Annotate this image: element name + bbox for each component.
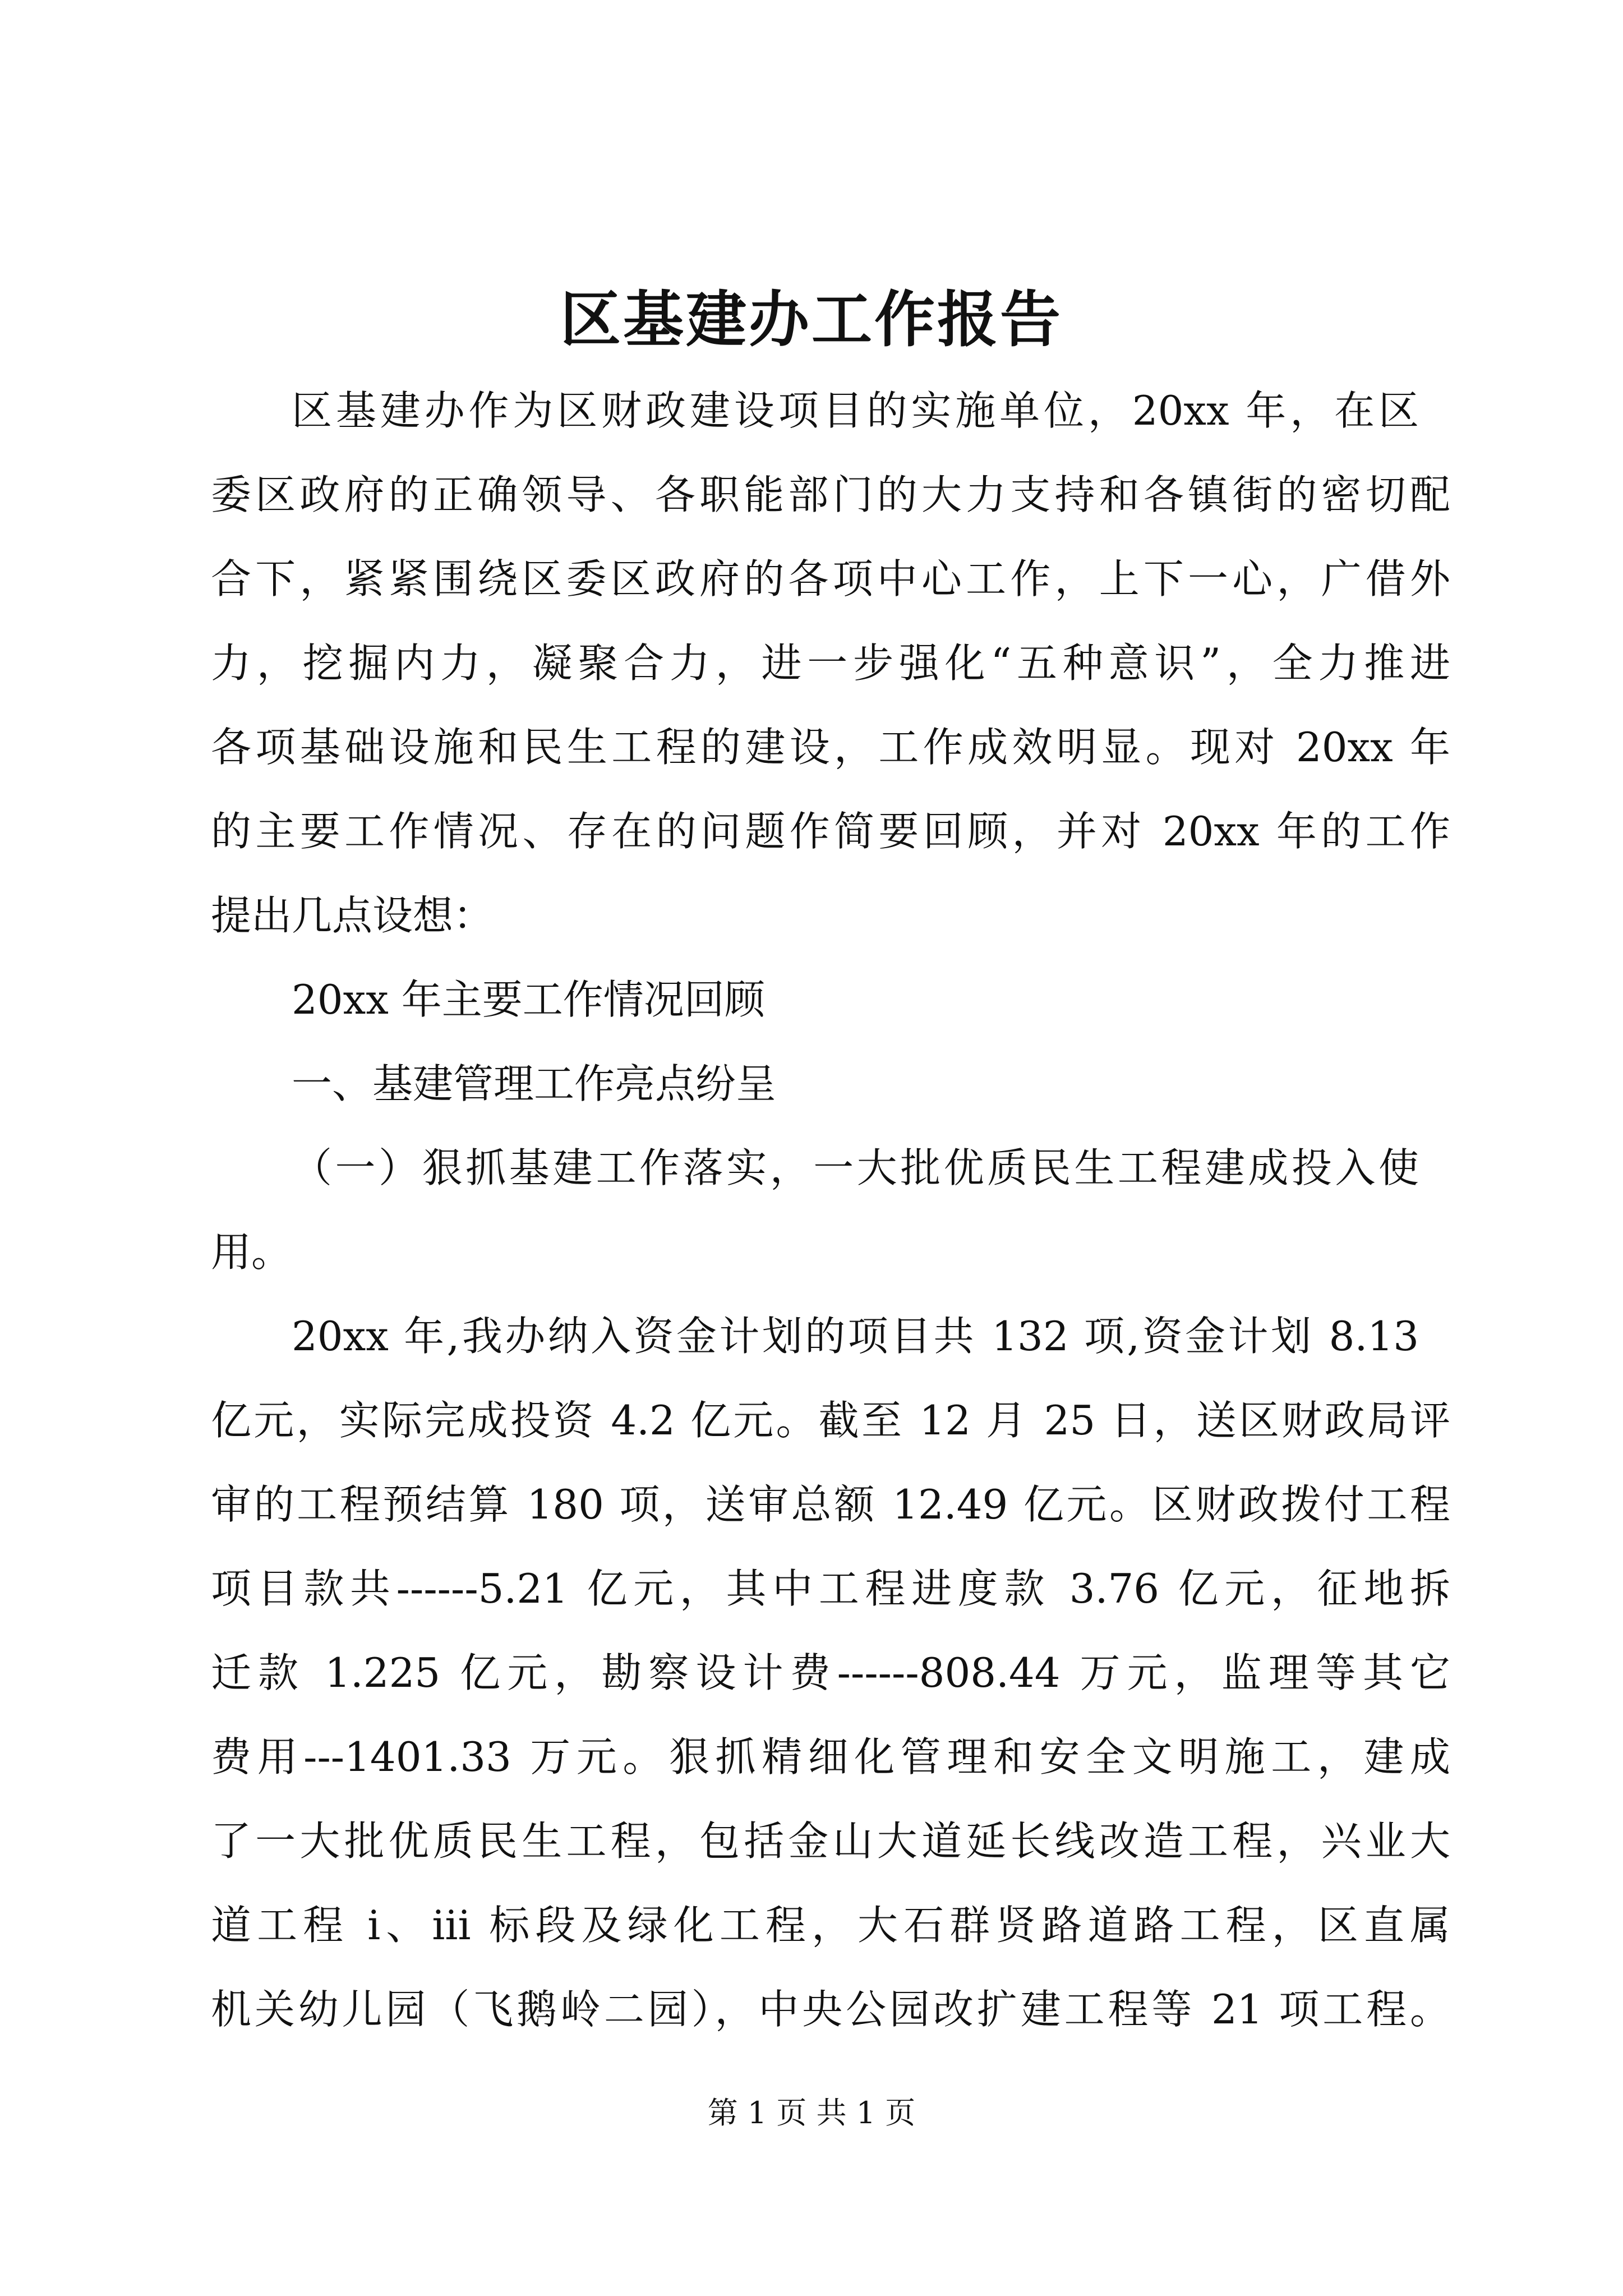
intro-line: 力，挖掘内力，凝聚合力，进一步强化“五种意识”，全力推进 xyxy=(211,639,1450,687)
page-footer: 第 1 页 共 1 页 xyxy=(707,2095,916,2131)
subheading-2-line: （一）狠抓基建工作落实，一大批优质民生工程建成投入使 xyxy=(292,1144,1419,1191)
intro-line: 提出几点设想： xyxy=(211,892,494,939)
body-line: 了一大批优质民生工程，包括金山大道延长线改造工程，兴业大 xyxy=(211,1818,1450,1865)
intro-line: 各项基础设施和民生工程的建设，工作成效明显。现对 20xx 年 xyxy=(211,724,1450,771)
intro-line: 委区政府的正确领导、各职能部门的大力支持和各镇街的密切配 xyxy=(211,471,1450,518)
body-line: 机关幼儿园（飞鹅岭二园），中央公园改扩建工程等 21 项工程。 xyxy=(211,1986,1450,2033)
body-line: 亿元，实际完成投资 4.2 亿元。截至 12 月 25 日，送区财政局评 xyxy=(211,1397,1450,1444)
section-heading: 20xx 年主要工作情况回顾 xyxy=(292,976,765,1023)
intro-line: 区基建办作为区财政建设项目的实施单位，20xx 年，在区 xyxy=(292,387,1419,434)
document-title: 区基建办工作报告 xyxy=(560,284,1063,355)
body-line: 审的工程预结算 180 项，送审总额 12.49 亿元。区财政拨付工程 xyxy=(211,1481,1450,1528)
body-line: 道工程 i、iii 标段及绿化工程，大石群贤路道路工程，区直属 xyxy=(211,1902,1450,1949)
body-line: 20xx 年,我办纳入资金计划的项目共 132 项,资金计划 8.13 xyxy=(292,1313,1419,1360)
body-line: 费用---1401.33 万元。狠抓精细化管理和安全文明施工，建成 xyxy=(211,1733,1450,1780)
body-line: 项目款共------5.21 亿元，其中工程进度款 3.76 亿元，征地拆 xyxy=(211,1565,1450,1612)
body-line: 迁款 1.225 亿元，勘察设计费------808.44 万元，监理等其它 xyxy=(211,1649,1450,1696)
intro-line: 的主要工作情况、存在的问题作简要回顾，并对 20xx 年的工作 xyxy=(211,808,1450,855)
subheading-2-line: 用。 xyxy=(211,1228,292,1276)
intro-line: 合下，紧紧围绕区委区政府的各项中心工作，上下一心，广借外 xyxy=(211,555,1450,602)
subheading-1: 一、基建管理工作亮点纷呈 xyxy=(292,1060,777,1107)
